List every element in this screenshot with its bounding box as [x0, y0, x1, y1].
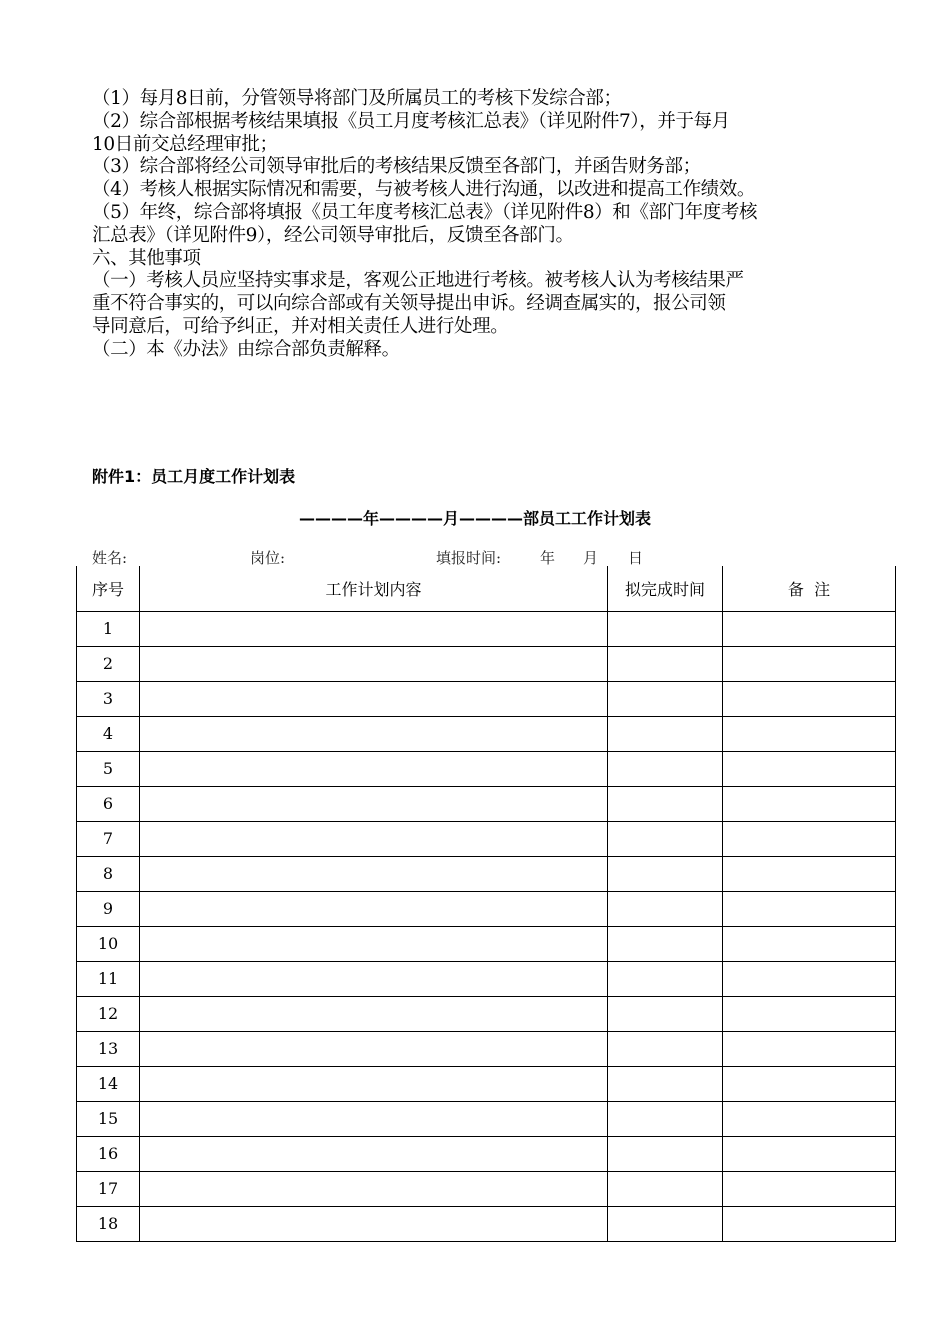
- day-label: 日: [628, 549, 644, 567]
- paragraph-line: （1）每月8日前，分管领导将部门及所属员工的考核下发综合部；: [92, 88, 622, 109]
- row-index: 3: [77, 681, 140, 716]
- deadline-cell[interactable]: [608, 1101, 723, 1136]
- row-index: 9: [77, 891, 140, 926]
- deadline-cell[interactable]: [608, 1031, 723, 1066]
- plan-content-cell[interactable]: [140, 1206, 608, 1241]
- col-header-deadline: 拟完成时间: [608, 566, 723, 611]
- table-row: [77, 891, 896, 926]
- plan-content-cell[interactable]: [140, 611, 608, 646]
- row-index: 10: [77, 926, 140, 961]
- row-index: 13: [77, 1031, 140, 1066]
- name-label: 姓名:: [92, 549, 128, 567]
- month-label: 月: [583, 549, 599, 567]
- remarks-cell[interactable]: [723, 1101, 896, 1136]
- table-row: [77, 1066, 896, 1101]
- table-row: [77, 716, 896, 751]
- table-row: [77, 996, 896, 1031]
- deadline-cell[interactable]: [608, 821, 723, 856]
- paragraph-line: 汇总表》（详见附件9），经公司领导审批后，反馈至各部门。: [92, 224, 574, 246]
- row-index: 5: [77, 751, 140, 786]
- paragraph-line: （二）本《办法》由综合部负责解释。: [92, 338, 400, 360]
- remarks-cell[interactable]: [723, 856, 896, 891]
- table-row: [77, 1101, 896, 1136]
- deadline-cell[interactable]: [608, 1066, 723, 1101]
- work-plan-table: [76, 566, 896, 1242]
- row-index: 17: [77, 1171, 140, 1206]
- plan-content-cell[interactable]: [140, 681, 608, 716]
- paragraph-line: 10日前交总经理审批；: [92, 133, 278, 155]
- deadline-cell[interactable]: [608, 716, 723, 751]
- plan-content-cell[interactable]: [140, 1066, 608, 1101]
- row-index: 7: [77, 821, 140, 856]
- table-header-row: [77, 566, 896, 611]
- table-row: [77, 1206, 896, 1241]
- remarks-cell[interactable]: [723, 1206, 896, 1241]
- row-index: 16: [77, 1136, 140, 1171]
- remarks-cell[interactable]: [723, 786, 896, 821]
- remarks-cell[interactable]: [723, 751, 896, 786]
- table-row: [77, 1171, 896, 1206]
- table-row: [77, 961, 896, 996]
- remarks-cell[interactable]: [723, 611, 896, 646]
- table-row: [77, 856, 896, 891]
- plan-content-cell[interactable]: [140, 786, 608, 821]
- table-row: [77, 786, 896, 821]
- table-row: [77, 681, 896, 716]
- remarks-cell[interactable]: [723, 891, 896, 926]
- deadline-cell[interactable]: [608, 926, 723, 961]
- remarks-cell[interactable]: [723, 961, 896, 996]
- table-row: [77, 646, 896, 681]
- paragraph-line: （一）考核人员应坚持实事求是，客观公正地进行考核。被考核人认为考核结果严: [92, 270, 744, 292]
- plan-content-cell[interactable]: [140, 751, 608, 786]
- plan-content-cell[interactable]: [140, 1171, 608, 1206]
- table-row: [77, 821, 896, 856]
- row-index: 6: [77, 786, 140, 821]
- paragraph-line: （2）综合部根据考核结果填报《员工月度考核汇总表》（详见附件7），并于每月: [92, 110, 730, 132]
- row-index: 11: [77, 961, 140, 996]
- plan-content-cell[interactable]: [140, 1031, 608, 1066]
- deadline-cell[interactable]: [608, 1171, 723, 1206]
- deadline-cell[interactable]: [608, 1206, 723, 1241]
- table-row: [77, 926, 896, 961]
- section-heading: 六、其他事项: [92, 247, 201, 269]
- col-header-content: 工作计划内容: [140, 566, 608, 611]
- table-row: [77, 611, 896, 646]
- date-label: 填报时间:: [436, 549, 502, 567]
- remarks-cell[interactable]: [723, 1171, 896, 1206]
- table-row: [77, 751, 896, 786]
- deadline-cell[interactable]: [608, 611, 723, 646]
- row-index: 1: [77, 611, 140, 646]
- remarks-cell[interactable]: [723, 716, 896, 751]
- plan-content-cell[interactable]: [140, 926, 608, 961]
- remarks-cell[interactable]: [723, 681, 896, 716]
- deadline-cell[interactable]: [608, 681, 723, 716]
- remarks-cell[interactable]: [723, 821, 896, 856]
- remarks-cell[interactable]: [723, 996, 896, 1031]
- plan-content-cell[interactable]: [140, 821, 608, 856]
- col-header-index: 序号: [77, 566, 140, 611]
- deadline-cell[interactable]: [608, 856, 723, 891]
- row-index: 14: [77, 1066, 140, 1101]
- row-index: 4: [77, 716, 140, 751]
- remarks-cell[interactable]: [723, 1066, 896, 1101]
- paragraph-line: （3）综合部将经公司领导审批后的考核结果反馈至各部门，并函告财务部；: [92, 156, 701, 178]
- form-title: ————年————月————部员工工作计划表: [298, 509, 651, 528]
- remarks-cell[interactable]: [723, 646, 896, 681]
- table-body: [77, 611, 896, 1241]
- plan-content-cell[interactable]: [140, 961, 608, 996]
- row-index: 8: [77, 856, 140, 891]
- table-row: [77, 1031, 896, 1066]
- plan-content-cell[interactable]: [140, 996, 608, 1031]
- deadline-cell[interactable]: [608, 961, 723, 996]
- deadline-cell[interactable]: [608, 786, 723, 821]
- paragraph-line: （4）考核人根据实际情况和需要，与被考核人进行沟通，以改进和提高工作绩效。: [92, 179, 755, 201]
- form-meta-row: [0, 547, 950, 567]
- plan-content-cell[interactable]: [140, 716, 608, 751]
- year-label: 年: [540, 549, 556, 567]
- col-header-remarks: 备 注: [723, 566, 896, 611]
- deadline-cell[interactable]: [608, 891, 723, 926]
- plan-content-cell[interactable]: [140, 856, 608, 891]
- plan-content-cell[interactable]: [140, 891, 608, 926]
- row-index: 15: [77, 1101, 140, 1136]
- table-row: [77, 1136, 896, 1171]
- remarks-cell[interactable]: [723, 926, 896, 961]
- annex-title: 附件1：员工月度工作计划表: [92, 467, 296, 486]
- row-index: 18: [77, 1206, 140, 1241]
- post-label: 岗位:: [250, 549, 286, 567]
- deadline-cell[interactable]: [608, 1136, 723, 1171]
- plan-content-cell[interactable]: [140, 646, 608, 681]
- remarks-cell[interactable]: [723, 1136, 896, 1171]
- row-index: 12: [77, 996, 140, 1031]
- deadline-cell[interactable]: [608, 751, 723, 786]
- paragraph-line: 重不符合事实的，可以向综合部或有关领导提出申诉。经调查属实的，报公司领: [92, 293, 726, 315]
- paragraph-line: 导同意后，可给予纠正，并对相关责任人进行处理。: [92, 315, 509, 337]
- paragraph-line: （5）年终，综合部将填报《员工年度考核汇总表》（详见附件8）和《部门年度考核: [92, 201, 758, 223]
- plan-content-cell[interactable]: [140, 1101, 608, 1136]
- body-text: [92, 88, 892, 362]
- deadline-cell[interactable]: [608, 646, 723, 681]
- plan-content-cell[interactable]: [140, 1136, 608, 1171]
- remarks-cell[interactable]: [723, 1031, 896, 1066]
- deadline-cell[interactable]: [608, 996, 723, 1031]
- row-index: 2: [77, 646, 140, 681]
